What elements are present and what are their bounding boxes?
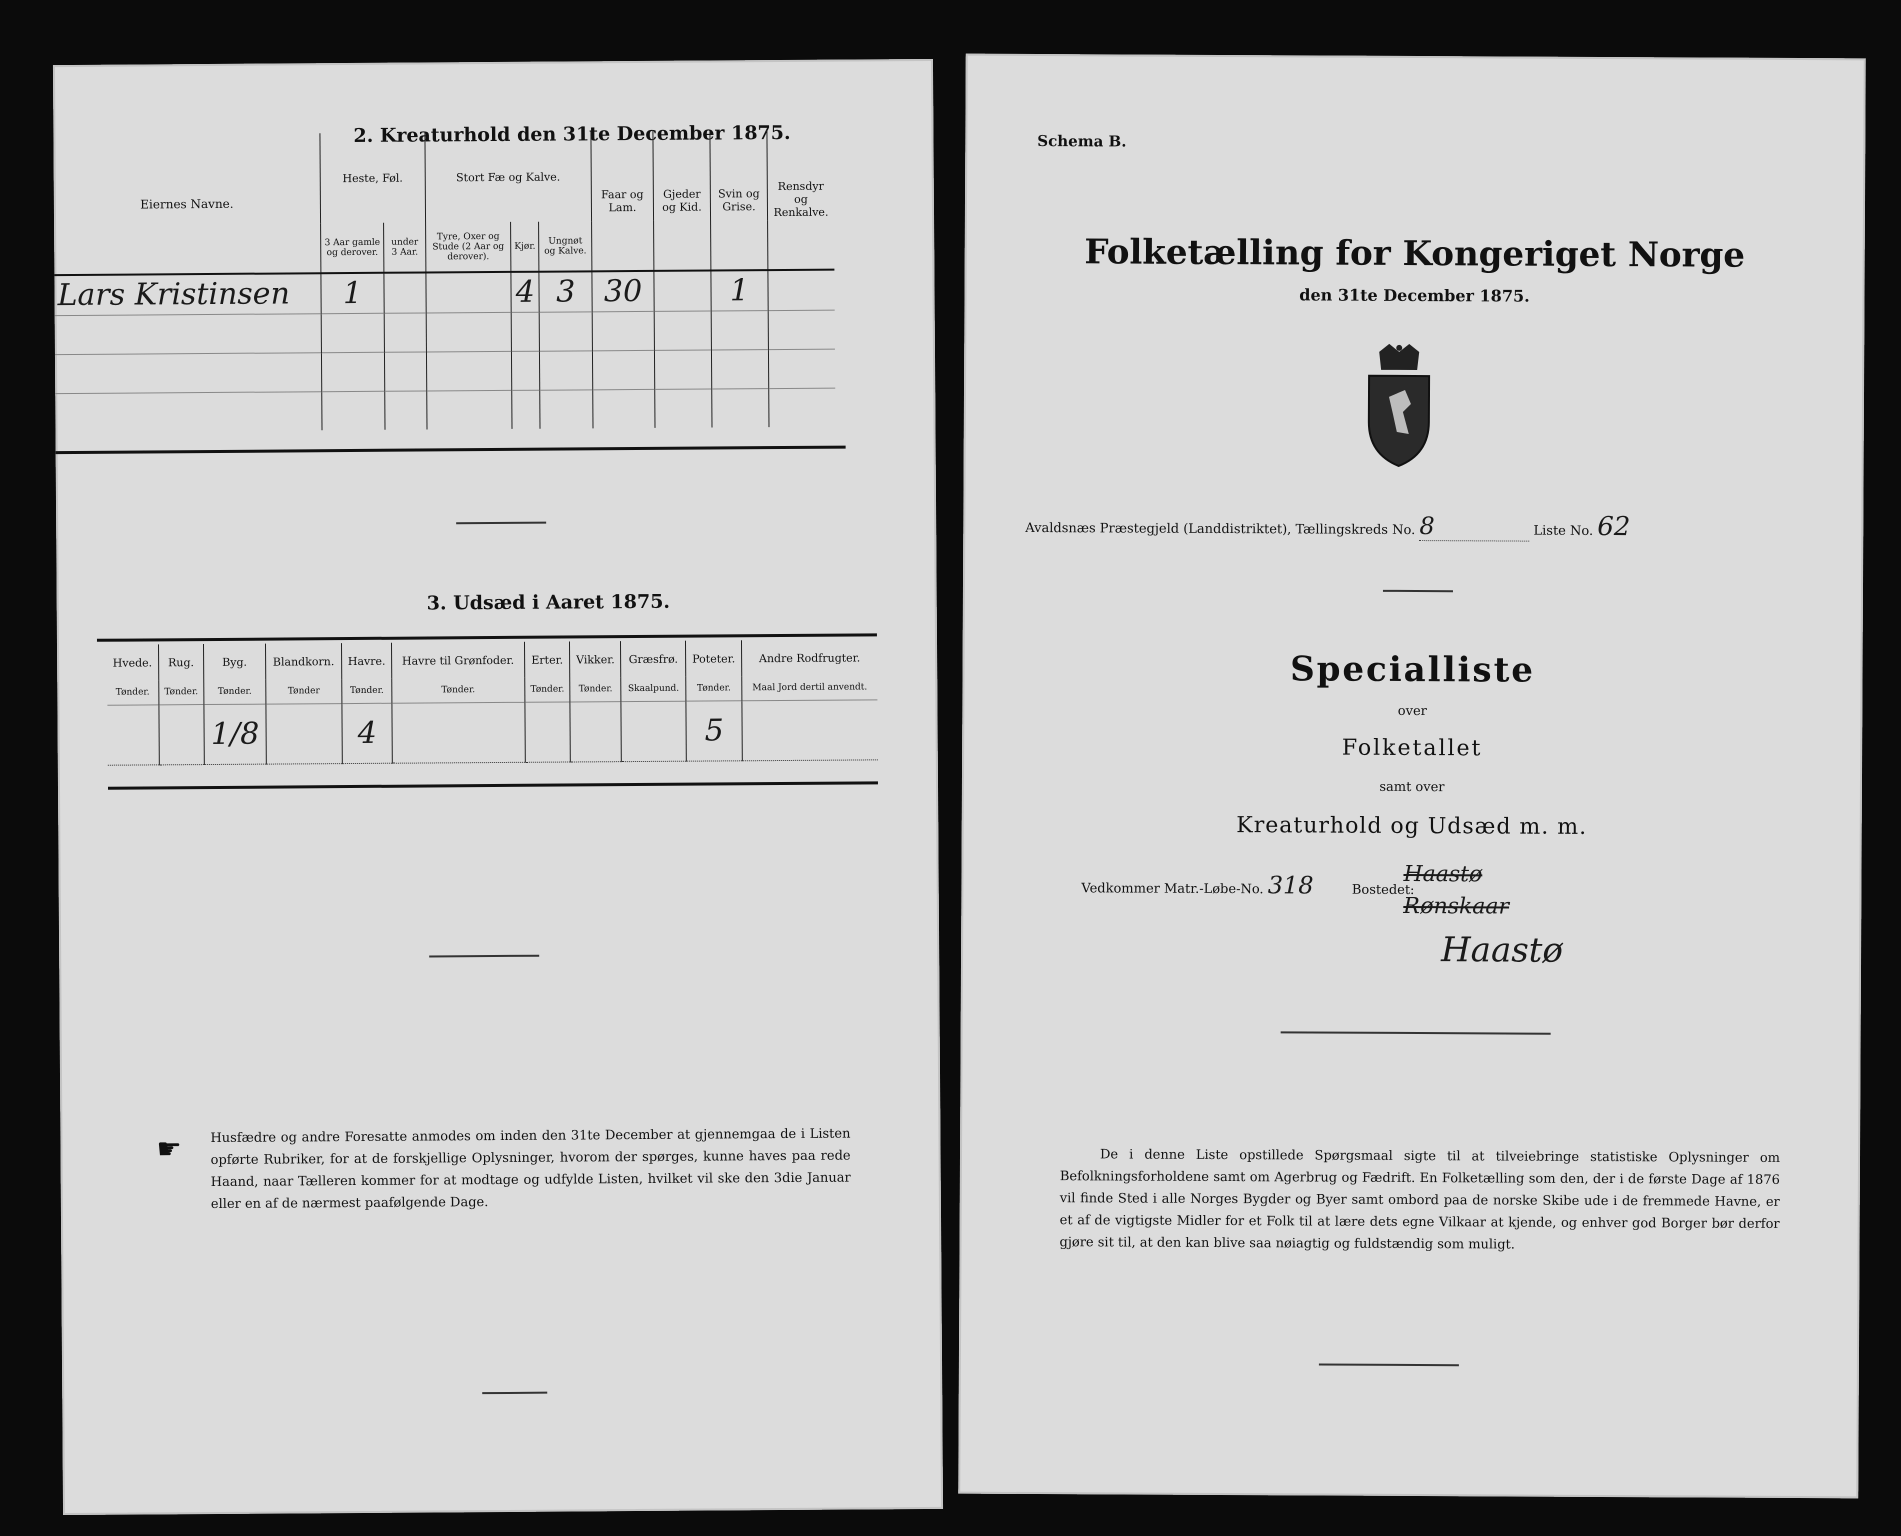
stort-a-value <box>426 272 512 313</box>
seed-col-name: Havre til Grønfoder. <box>391 642 524 679</box>
left-page <box>53 59 943 1515</box>
seed-col-name: Hvede. <box>112 655 153 670</box>
kjor-value: 4 <box>511 272 539 313</box>
seed-value <box>525 701 571 761</box>
specialliste-title: Specialliste <box>1290 649 1536 691</box>
krets-label: Tællingskreds No. <box>1295 522 1416 539</box>
schema-label: Schema B. <box>1037 132 1127 151</box>
col-stort-a: Tyre, Oxer og Stude (2 Aar og derover). <box>425 222 511 273</box>
col-stort: Stort Fæ og Kalve. <box>425 131 592 222</box>
seed-col-name: Erter. <box>524 641 570 677</box>
seed-value <box>742 699 878 760</box>
bosted-label: Bostedet: <box>1351 882 1415 899</box>
liste-label: Liste No. <box>1533 523 1594 539</box>
bosted-struck-1: Haastø <box>1403 861 1483 888</box>
table-row <box>55 310 835 354</box>
notice-text: Husfædre og andre Foresatte anmodes om inden den 31te December at gjennemgaa de i Listen opførte Rubriker, for at de forskjellige Oplysninger, hvorom der spørges, kunne haves paa rede Haand, naar Tælleren kommer for at modtage og udfylde Listen, hvilket vil ske den 3die Januar eller en af de nærmest paafølgende Dage. <box>210 1126 851 1213</box>
bosted-struck-2: Rønskaar <box>1403 893 1510 920</box>
parish-line <box>1025 509 1630 542</box>
owner-header: Eiernes Navne. <box>140 196 234 211</box>
pointing-hand-icon: ☛ <box>156 1132 182 1166</box>
krets-value: 8 <box>1419 512 1529 542</box>
seed-col-name: Rug. <box>158 644 204 680</box>
seed-col-unit: Skaalpund. <box>621 677 686 701</box>
svin-value: 1 <box>711 270 768 311</box>
col-heste-b: under 3 Aar. <box>384 222 426 272</box>
seed-value <box>392 702 525 763</box>
seed-col-name: Poteter. <box>686 640 742 676</box>
seed-col-unit: Tønder. <box>392 678 525 703</box>
rensdyr-value <box>768 270 835 311</box>
matr-line <box>1081 870 1414 900</box>
table-row <box>55 388 835 432</box>
seed-col-name: Byg. <box>204 644 266 680</box>
bosted-value: Haastø <box>1440 930 1563 971</box>
seed-value: 5 <box>686 700 742 760</box>
table-row <box>54 270 834 316</box>
seed-col-name: Havre. <box>342 643 392 679</box>
col-svin: Svin og Grise. <box>710 130 768 270</box>
seed-table <box>107 639 878 774</box>
divider <box>456 522 546 524</box>
seed-col-name: Græsfrø. <box>621 641 686 677</box>
col-gjeder: Gjeder og Kid. <box>653 131 711 271</box>
kreaturhold-text: Kreaturhold og Udsæd m. m. <box>1236 813 1588 840</box>
seed-col-unit: Tønder. <box>525 677 571 701</box>
livestock-table <box>53 130 835 432</box>
explanation-paragraph: De i denne Liste opstillede Spørgsmaal sigte til at tilveiebringe statistiske Oplysninger om Befolkningsforholdene samt om Agerbrug og Fædrift. En Folketælling som den, der i de første Dage af 1876 vil finde Sted i alle Norges Bygder og Byer samt ombord paa de norske Skibe ude i de fremmede Havne, er et af de vigtigste Midler for et Folk til at lære dets egne Vilkaar at kjende, og enhver god Borger bør derfor gjøre sit til, at den kan blive saa nøiagtig og fuldstændig som muligt. <box>1059 1147 1781 1253</box>
divider <box>482 1392 547 1394</box>
folketallet-text: Folketallet <box>1341 735 1483 762</box>
seed-value <box>159 704 205 764</box>
seed-grid <box>107 639 878 765</box>
table-bottom-rule <box>56 446 846 455</box>
seed-col-unit: Maal Jord dertil anvendt. <box>742 675 878 700</box>
col-heste-a: 3 Aar gamle og derover. <box>321 223 385 273</box>
col-stort-c: Ungnøt og Kalve. <box>539 221 592 271</box>
seed-col-name: Vikker. <box>570 641 621 677</box>
samt-over-text: samt over <box>1379 779 1445 796</box>
seed-table-bottom-rule <box>108 781 878 789</box>
divider <box>1281 1031 1551 1034</box>
liste-value: 62 <box>1597 511 1631 543</box>
matr-label: Vedkommer Matr.-Løbe-No. <box>1081 881 1264 898</box>
faar-value: 30 <box>592 271 654 312</box>
parish-name: Avaldsnæs Præstegjeld (Landdistriktet), <box>1025 520 1292 538</box>
seed-col-unit: Tønder <box>266 679 342 704</box>
seed-value: 1/8 <box>204 704 266 764</box>
seed-col-unit: Tønder. <box>158 680 204 704</box>
col-rensdyr: Rensdyr og Renkalve. <box>767 130 834 270</box>
seed-col-unit: Tønder. <box>570 677 621 701</box>
divider <box>1319 1364 1459 1366</box>
seed-value <box>570 701 621 761</box>
over-text: over <box>1397 703 1427 720</box>
coat-of-arms-icon <box>1359 342 1440 472</box>
col-stort-b: Kjør. <box>511 222 539 272</box>
seed-value: 4 <box>342 703 392 763</box>
seed-value <box>621 701 686 761</box>
section3-title: 3. Udsæd i Aaret 1875. <box>426 590 671 615</box>
seed-col-unit: Tønder. <box>204 680 266 704</box>
seed-value <box>107 704 159 764</box>
divider <box>1383 590 1453 592</box>
census-date: den 31te December 1875. <box>1299 285 1530 306</box>
divider <box>429 955 539 957</box>
col-heste: Heste, Føl. <box>320 132 425 223</box>
seed-col-unit: Tønder. <box>686 676 742 700</box>
heste-b-value <box>384 272 426 313</box>
matr-value: 318 <box>1267 871 1314 900</box>
seed-col-name: Andre Rodfrugter. <box>741 639 877 676</box>
col-faar: Faar og Lam. <box>591 131 654 271</box>
section2-title: 2. Kreaturhold den 31te December 1875. <box>353 121 791 147</box>
right-page <box>958 54 1866 1499</box>
owner-name: Lars Kristinsen <box>54 273 321 315</box>
gjeder-value <box>654 271 711 312</box>
seed-col-unit: Tønder. <box>115 687 150 698</box>
ungnot-value: 3 <box>539 271 592 312</box>
heste-a-value: 1 <box>321 273 384 314</box>
table-row <box>55 349 835 393</box>
seed-value <box>266 703 343 764</box>
seed-col-unit: Tønder. <box>342 679 392 703</box>
seed-col-name: Blandkorn. <box>265 643 342 680</box>
main-title: Folketælling for Kongeriget Norge <box>1084 232 1746 276</box>
